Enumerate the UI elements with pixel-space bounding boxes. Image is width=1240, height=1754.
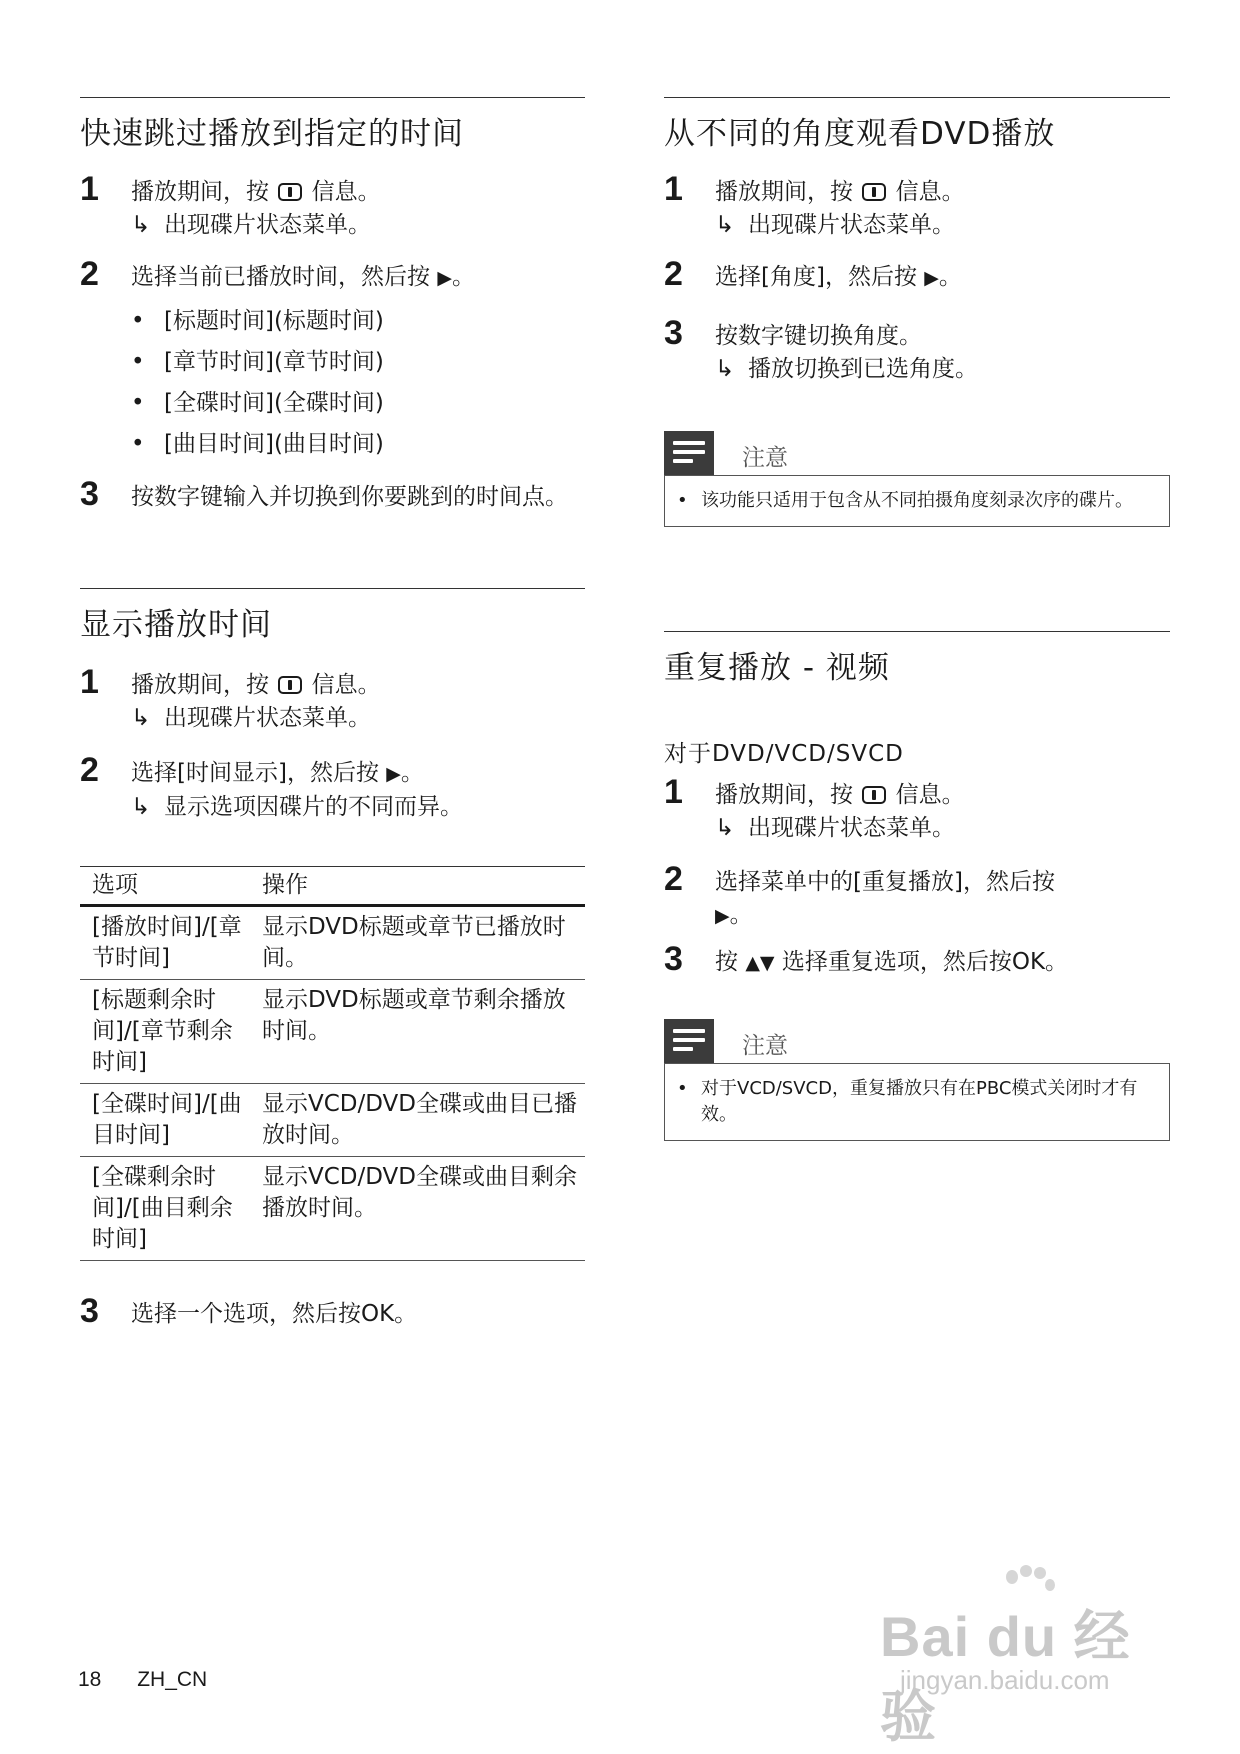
step-number: 2 bbox=[664, 255, 683, 293]
step-text-end: 。 bbox=[400, 760, 424, 786]
step-text: 信息。 bbox=[895, 782, 965, 808]
note-text: • 对于VCD/SVCD，重复播放只有在PBC模式关闭时才有效。 bbox=[664, 1063, 1170, 1141]
step-number: 3 bbox=[664, 314, 683, 352]
info-icon bbox=[278, 183, 302, 201]
info-icon bbox=[278, 676, 302, 694]
step-number: 1 bbox=[664, 170, 683, 208]
step-result: 显示选项因碟片的不同而异。 bbox=[164, 794, 463, 820]
list-item: • [全碟时间](全碟时间) bbox=[131, 383, 585, 424]
subheading: 对于DVD/VCD/SVCD bbox=[664, 741, 904, 767]
note-icon bbox=[664, 431, 714, 475]
step-text-end: 。 bbox=[938, 264, 962, 290]
table-cell: 显示DVD标题或章节已播放时间。 bbox=[250, 906, 585, 980]
note-title: 注意 bbox=[742, 445, 788, 471]
step-text: 选择[角度]，然后按 bbox=[715, 264, 917, 290]
table-header-row bbox=[80, 867, 585, 906]
step-result: 出现碟片状态菜单。 bbox=[748, 212, 955, 238]
result-arrow-icon: ↳ bbox=[131, 705, 151, 731]
step-result: 出现碟片状态菜单。 bbox=[164, 212, 371, 238]
step-text: 信息。 bbox=[311, 672, 381, 698]
table-row bbox=[80, 1157, 585, 1261]
table-cell: [全碟时间]/[曲目时间] bbox=[80, 1084, 250, 1157]
note-title: 注意 bbox=[742, 1033, 788, 1059]
step-number: 2 bbox=[80, 255, 99, 293]
list-item: • [标题时间](标题时间) bbox=[131, 301, 585, 342]
section-title: 重复播放 - 视频 bbox=[664, 650, 890, 686]
info-icon bbox=[862, 183, 886, 201]
step-text: 信息。 bbox=[311, 179, 381, 205]
time-display-table bbox=[80, 866, 585, 1261]
step-number: 1 bbox=[80, 170, 99, 208]
up-down-arrow-icon: ▲▼ bbox=[745, 952, 775, 974]
table-cell: 显示VCD/DVD全碟或曲目已播放时间。 bbox=[250, 1084, 585, 1157]
result-arrow-icon: ↳ bbox=[715, 212, 735, 238]
step-text: 选择重复选项，然后按OK。 bbox=[781, 949, 1069, 975]
info-icon bbox=[862, 786, 886, 804]
step-text: 播放期间，按 bbox=[715, 179, 853, 205]
table-row bbox=[80, 1084, 585, 1157]
play-arrow-icon: ▶ bbox=[386, 763, 401, 785]
table-row bbox=[80, 980, 585, 1084]
table-cell: [标题剩余时间]/[章节剩余时间] bbox=[80, 980, 250, 1084]
step-number: 3 bbox=[80, 1292, 99, 1330]
step-text: 选择一个选项，然后按OK。 bbox=[131, 1301, 418, 1327]
result-arrow-icon: ↳ bbox=[715, 815, 735, 841]
section-title: 显示播放时间 bbox=[80, 607, 272, 643]
language-code: ZH_CN bbox=[137, 1668, 208, 1691]
table-cell: [全碟剩余时间]/[曲目剩余时间] bbox=[80, 1157, 250, 1261]
step-number: 2 bbox=[664, 860, 683, 898]
step-text: 播放期间，按 bbox=[715, 782, 853, 808]
step-number: 1 bbox=[80, 663, 99, 701]
section-display-time bbox=[80, 588, 585, 643]
table-cell: 显示VCD/DVD全碟或曲目剩余播放时间。 bbox=[250, 1157, 585, 1261]
play-arrow-icon: ▶ bbox=[437, 267, 452, 289]
step-text: 按数字键切换角度。 bbox=[715, 323, 922, 349]
result-arrow-icon: ↳ bbox=[715, 356, 735, 382]
page-number: 18 bbox=[78, 1668, 102, 1691]
page-footer bbox=[78, 1668, 207, 1692]
section-title: 快速跳过播放到指定的时间 bbox=[80, 116, 464, 152]
list-item: • [章节时间](章节时间) bbox=[131, 342, 585, 383]
section-repeat-play bbox=[664, 631, 1170, 686]
step-text-end: 。 bbox=[451, 264, 475, 290]
play-arrow-icon: ▶ bbox=[715, 905, 730, 927]
column-header: 选项 bbox=[80, 867, 250, 906]
note-text: • 该功能只适用于包含从不同拍摄角度刻录次序的碟片。 bbox=[664, 475, 1170, 527]
step-number: 3 bbox=[664, 940, 683, 978]
step-text: 选择菜单中的[重复播放]，然后按 bbox=[715, 869, 1055, 895]
section-skip-to-time bbox=[80, 97, 585, 152]
step-result: 出现碟片状态菜单。 bbox=[748, 815, 955, 841]
step-result: 出现碟片状态菜单。 bbox=[164, 705, 371, 731]
step-text: 播放期间，按 bbox=[131, 179, 269, 205]
column-header: 操作 bbox=[250, 867, 585, 906]
watermark-url: jingyan.baidu.com bbox=[900, 1665, 1110, 1695]
watermark-brand: Bai du 经验 bbox=[880, 1605, 1131, 1748]
result-arrow-icon: ↳ bbox=[131, 794, 151, 820]
step-number: 3 bbox=[80, 475, 99, 513]
table-cell: 显示DVD标题或章节剩余播放时间。 bbox=[250, 980, 585, 1084]
step-number: 2 bbox=[80, 751, 99, 789]
note-icon bbox=[664, 1019, 714, 1063]
list-item: • [曲目时间](曲目时间) bbox=[131, 424, 585, 465]
step-text: 信息。 bbox=[895, 179, 965, 205]
step-text: 按数字键输入并切换到你要跳到的时间点。 bbox=[131, 484, 568, 510]
step-text-end: 。 bbox=[729, 902, 753, 928]
step-number: 1 bbox=[664, 773, 683, 811]
baidu-watermark bbox=[880, 1565, 1170, 1748]
step-text: 播放期间，按 bbox=[131, 672, 269, 698]
step-text: 按 bbox=[715, 949, 738, 975]
section-view-angles bbox=[664, 97, 1170, 152]
step-text: 选择当前已播放时间，然后按 bbox=[131, 264, 430, 290]
section-title: 从不同的角度观看DVD播放 bbox=[664, 116, 1056, 152]
step-text: 选择[时间显示]，然后按 bbox=[131, 760, 379, 786]
time-options-list bbox=[131, 301, 585, 465]
table-cell: [播放时间]/[章节时间] bbox=[80, 906, 250, 980]
table-row bbox=[80, 906, 585, 980]
step-result: 播放切换到已选角度。 bbox=[748, 356, 978, 382]
play-arrow-icon: ▶ bbox=[924, 267, 939, 289]
result-arrow-icon: ↳ bbox=[131, 212, 151, 238]
